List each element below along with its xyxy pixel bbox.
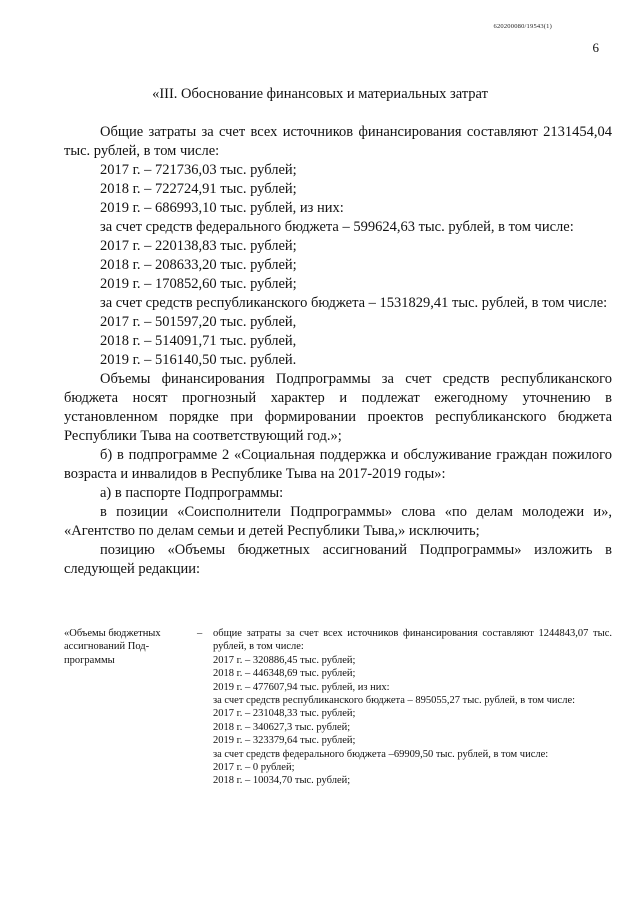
republic-year-line: 2018 г. – 514091,71 тыс. рублей, (100, 333, 297, 349)
passport-value-line: 2019 г. – 323379,64 тыс. рублей; (213, 735, 356, 747)
volume-position-paragraph: позицию «Объемы бюджетных ассигнований Подпрограммы» изложить в следующей редакции: (64, 542, 612, 577)
passport-label (64, 627, 192, 667)
passport-label-line: «Объемы бюджетных (64, 628, 161, 639)
passport-value-line: 2018 г. – 446348,69 тыс. рублей; (213, 668, 356, 680)
passport-value-line: 2018 г. – 10034,70 тыс. рублей; (213, 775, 351, 787)
passport-label-line: ассигнований Под- (64, 641, 150, 653)
total-year-line: 2018 г. – 722724,91 тыс. рублей; (100, 181, 297, 197)
passport-value-line: за счет средств республиканского бюджета – 895055,27 тыс. рублей, в том числе: (213, 695, 576, 707)
federal-year-line: 2017 г. – 220138,83 тыс. рублей; (100, 238, 297, 254)
republic-year-line: 2019 г. – 516140,50 тыс. рублей. (100, 352, 297, 368)
passport-value-line: 2018 г. – 340627,3 тыс. рублей; (213, 721, 351, 733)
section-heading: «III. Обоснование финансовых и материальных затрат (152, 86, 488, 102)
passport-value-line: 2017 г. – 231048,33 тыс. рублей; (213, 708, 356, 720)
federal-year-line: 2019 г. – 170852,60 тыс. рублей; (100, 276, 297, 292)
passport-value-line: 2019 г. – 477607,94 тыс. рублей, из них: (213, 681, 390, 693)
passport-value-line: 2017 г. – 320886,45 тыс. рублей; (213, 654, 356, 666)
passport-label-line: программы (64, 654, 115, 666)
passport-value-line: 2017 г. – 0 рублей; (213, 762, 295, 774)
item-a-paragraph: а) в паспорте Подпрограммы: (100, 485, 284, 501)
passport-value-line: общие затраты за счет всех источников финансирования составляют 1244843,07 тыс. рублей, в том числе: (213, 628, 612, 653)
republic-year-line: 2017 г. – 501597,20 тыс. рублей, (100, 314, 297, 330)
passport-values (213, 627, 612, 788)
passport-dash: – (197, 628, 203, 639)
item-b-paragraph: б) в подпрограмме 2 «Социальная поддержка и обслуживание граждан пожилого возраста и инвалидов в Республике Тыва на 2017-2019 годы»: (64, 447, 612, 482)
co-executors-paragraph: в позиции «Соисполнители Подпрограммы» слова «по делам молодежи и», «Агентство по делам семьи и детей Республики Тыва,» исключить; (64, 504, 612, 539)
page-number: 6 (592, 40, 599, 55)
forecast-note-paragraph: Объемы финансирования Подпрограммы за счет средств республиканского бюджета носят прогнозный характер и подлежат ежегодному уточнению в установленном порядке при формировании проектов республиканского бюджета Республики Тыва на соответствующий год.»; (64, 371, 612, 444)
federal-year-line: 2018 г. – 208633,20 тыс. рублей; (100, 257, 297, 273)
total-year-line: 2017 г. – 721736,03 тыс. рублей; (100, 162, 297, 178)
republic-budget-paragraph: за счет средств республиканского бюджета – 1531829,41 тыс. рублей, в том числе: (100, 295, 608, 311)
federal-budget-paragraph: за счет средств федерального бюджета – 599624,63 тыс. рублей, в том числе: (100, 219, 574, 235)
document-id: 620200080/19543(1) (493, 23, 552, 30)
document-body (64, 123, 612, 579)
passport-value-line: за счет средств федерального бюджета –69909,50 тыс. рублей, в том числе: (213, 748, 549, 760)
total-costs-paragraph: Общие затраты за счет всех источников финансирования составляют 2131454,04 тыс. рублей, в том числе: (64, 124, 612, 159)
total-year-line: 2019 г. – 686993,10 тыс. рублей, из них: (100, 200, 344, 216)
